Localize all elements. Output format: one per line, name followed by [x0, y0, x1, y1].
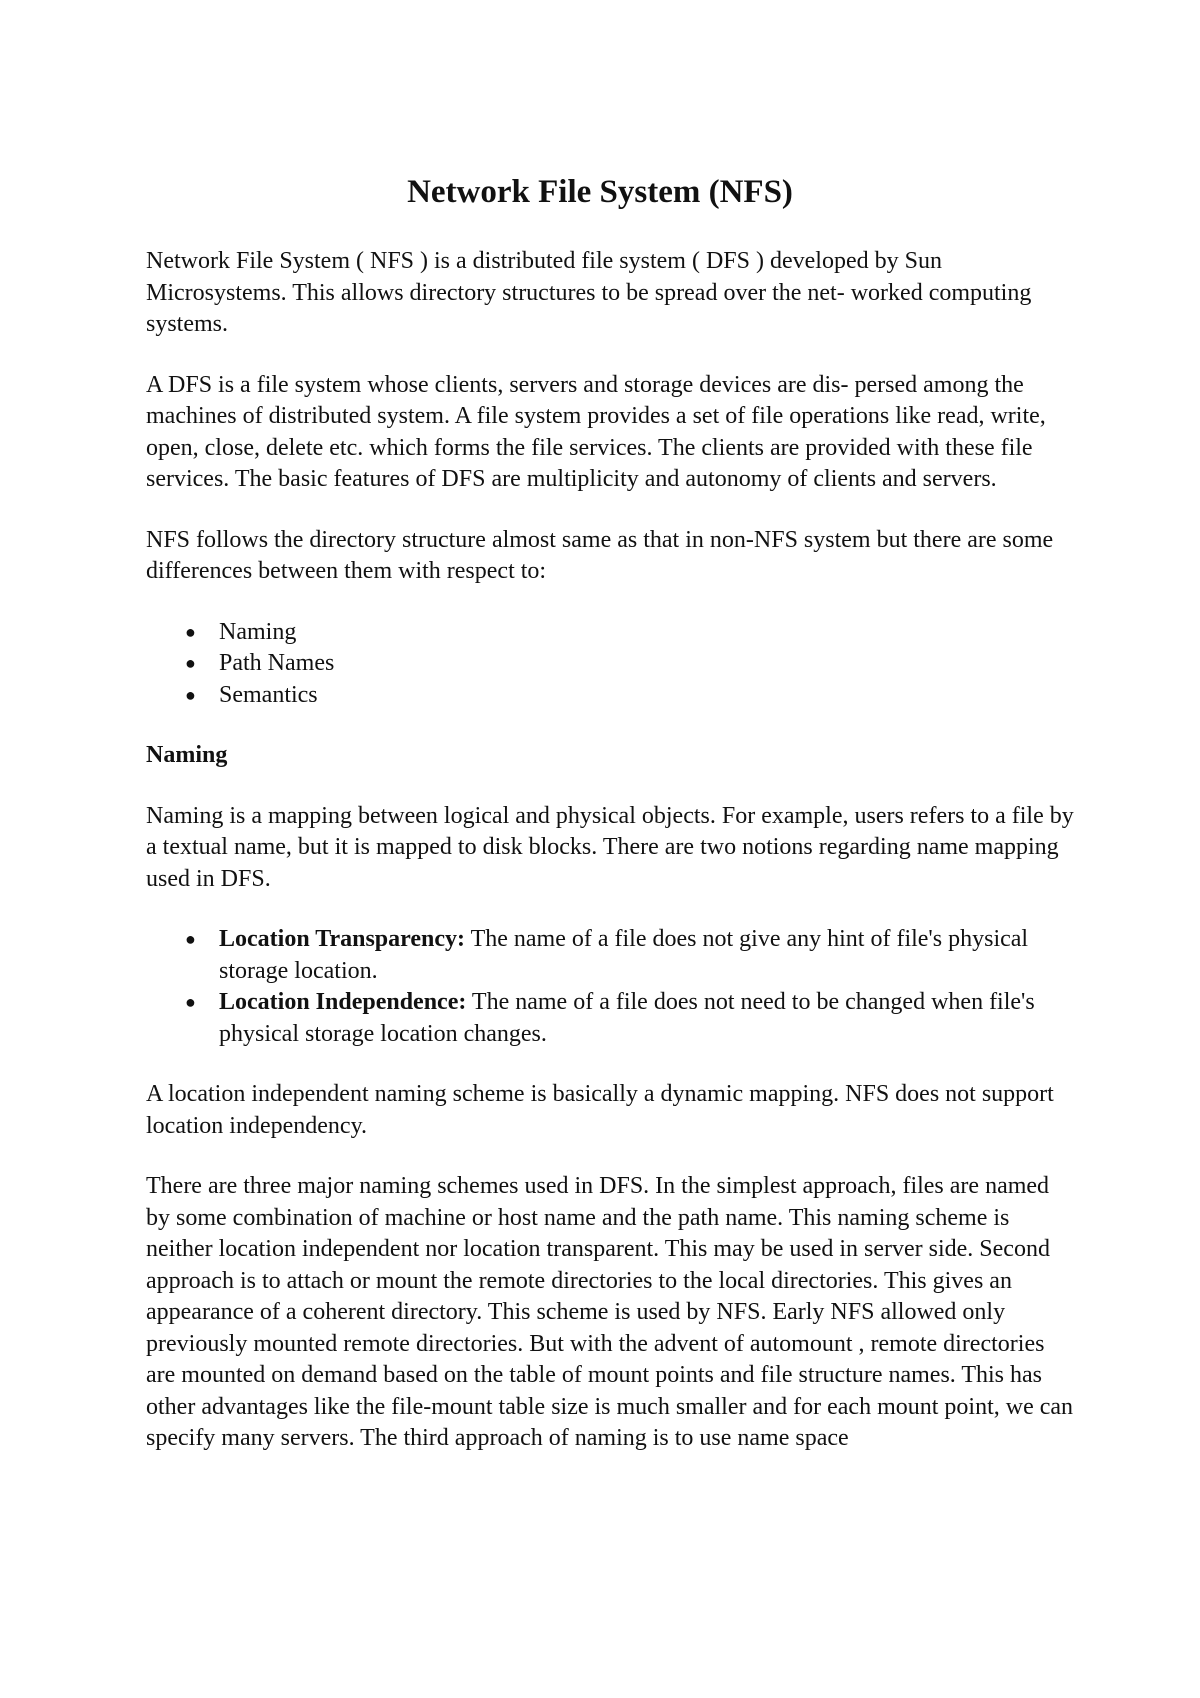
document-body [146, 246, 1076, 1484]
notion-description: The name of a file does not need to be changed when file's physical storage location changes. [219, 989, 1035, 1047]
bullet-icon: ● [185, 653, 196, 673]
list-item-label: Naming [219, 618, 297, 645]
notion-description: The name of a file does not give any hint of file's physical storage location. [219, 926, 1029, 984]
notion-term: Location Transparency: [219, 926, 466, 952]
list-item [185, 617, 1076, 649]
notion-term: Location Independence: [219, 989, 467, 1015]
bullet-icon: ● [185, 992, 196, 1012]
naming-paragraph-1: Naming is a mapping between logical and physical objects. For example, users refers to a file by a textual name, but it is mapped to disk blocks. There are two notions regarding name mapping used in DFS. [146, 802, 1074, 892]
list-item [185, 648, 1076, 680]
bullet-icon: ● [185, 929, 196, 949]
naming-paragraph-3: There are three major naming schemes used in DFS. In the simplest approach, files are named by some combination of machine or host name and the path name. This naming scheme is neither location independent nor location transparent. This may be used in server side. Second approach is to attach or mount the remote directories to the local directories. This gives an appearance of a coherent directory. This scheme is used by NFS. Early NFS allowed only previously mounted remote directories. But with the advent of automount , remote directories are mounted on demand based on the table of mount points and file structure names. This has other advantages like the file-mount table size is much smaller and for each mount point, we can specify many servers. The third approach of naming is to use name space [146, 1173, 1074, 1451]
list-item-label: Semantics [219, 681, 318, 708]
document-title: Network File System (NFS) [407, 174, 793, 210]
naming-heading: Naming [146, 742, 228, 768]
list-item-label: Path Names [219, 650, 335, 676]
list-item [185, 680, 1076, 712]
naming-notions-list [146, 924, 1076, 1050]
intro-paragraph-3: NFS follows the directory structure almost same as that in non-NFS system but there are some differences between them with respect to: [146, 526, 1054, 584]
differences-list [146, 617, 1076, 712]
naming-paragraph-2: A location independent naming scheme is basically a dynamic mapping. NFS does not support location independency. [146, 1081, 1054, 1139]
list-item [185, 987, 1076, 1050]
bullet-icon: ● [185, 621, 196, 642]
intro-paragraph-1: Network File System ( NFS ) is a distributed file system ( DFS ) developed by Sun Microsystems. This allows directory structures to be spread over the net- worked computing systems. [146, 248, 1032, 337]
intro-paragraph-2: A DFS is a file system whose clients, servers and storage devices are dis- persed among the machines of distributed system. A file system provides a set of file operations like read, write, open, close, delete etc. which forms the file services. The clients are provided with these file services. The basic features of DFS are multiplicity and autonomy of clients and servers. [146, 371, 1046, 492]
list-item [185, 924, 1076, 987]
bullet-icon: ● [185, 684, 196, 705]
